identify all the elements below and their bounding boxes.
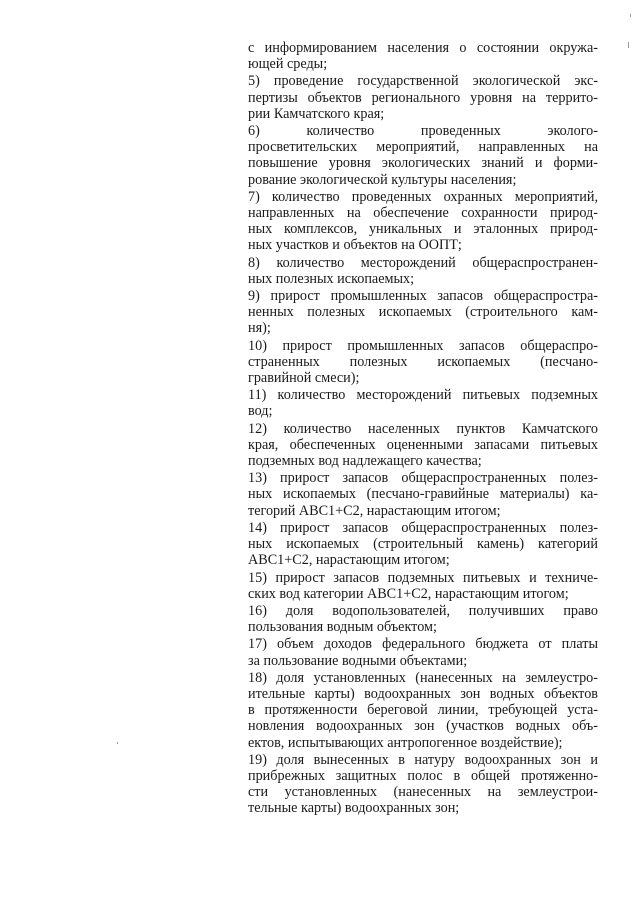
list-item xyxy=(248,288,598,337)
text-line: тельные карты) водоохранных зон; xyxy=(248,800,460,817)
text-line: тегорий АВС1+С2, нарастающим итогом; xyxy=(248,502,501,519)
list-item xyxy=(248,338,598,387)
scan-mark xyxy=(628,42,629,48)
list-item xyxy=(248,255,598,287)
text-line: 7) количество проведенных охранных мероприятий, xyxy=(248,188,598,205)
text-line: вод; xyxy=(248,403,273,420)
text-line: в протяженности береговой линии, требующей уста- xyxy=(248,702,598,719)
text-line: 9) прирост промышленных запасов общераспростра- xyxy=(248,288,598,305)
text-line: ных участков и объектов на ООПТ; xyxy=(248,237,462,254)
text-line: рии Камчатского края; xyxy=(248,105,385,122)
text-line: просветительских мероприятий, направленных на xyxy=(248,139,598,156)
list-item xyxy=(248,189,598,254)
text-line: ектов, испытывающих антропогенное воздействие); xyxy=(248,734,563,751)
text-line: гравийной смеси); xyxy=(248,370,360,387)
text-line: новления водоохранных зон (участков водных объ- xyxy=(248,718,598,735)
text-line: направленных на обеспечение сохранности природ- xyxy=(248,205,598,222)
list-item xyxy=(248,636,598,668)
text-line: 15) прирост запасов подземных питьевых и техниче- xyxy=(248,569,598,586)
text-line: страненных полезных ископаемых (песчано- xyxy=(248,353,598,370)
list-item xyxy=(248,752,598,817)
text-line: ненных полезных ископаемых (строительного кам- xyxy=(248,304,598,321)
text-line: сти установленных (нанесенных на землеустрои- xyxy=(248,784,598,801)
text-line: с информированием населения о состоянии окружа- xyxy=(248,40,598,56)
list-item xyxy=(248,670,598,751)
text-line: ных комплексов, уникальных и эталонных природ- xyxy=(248,221,598,238)
text-line: ительные карты) водоохранных зон водных объектов xyxy=(248,685,598,702)
text-line: пользования водным объектом; xyxy=(248,619,437,636)
text-line: за пользование водными объектами; xyxy=(248,652,468,669)
text-line: ня); xyxy=(248,320,271,337)
text-line: рование экологической культуры населения; xyxy=(248,171,517,188)
list-item xyxy=(248,123,598,188)
text-line: 13) прирост запасов общераспространенных полез- xyxy=(248,470,598,487)
text-line: пертизы объектов регионального уровня на террито- xyxy=(248,89,598,106)
text-line: 12) количество населенных пунктов Камчатского xyxy=(248,420,598,437)
text-line: прибрежных защитных полос в общей протяженно- xyxy=(248,767,598,784)
scan-mark xyxy=(630,14,631,17)
text-line: ных ископаемых (песчано-гравийные материалы) ка- xyxy=(248,486,598,503)
list-item xyxy=(248,40,598,72)
text-line: 10) прирост промышленных запасов общераспро- xyxy=(248,337,598,354)
text-line: подземных вод надлежащего качества; xyxy=(248,453,482,470)
list-item xyxy=(248,387,598,419)
text-line: 11) количество месторождений питьевых подземных xyxy=(248,387,598,404)
text-line: 18) доля установленных (нанесенных на землеустро- xyxy=(248,669,598,686)
text-line: 8) количество месторождений общераспространен- xyxy=(248,254,598,271)
text-line: 14) прирост запасов общераспространенных полез- xyxy=(248,519,598,536)
text-line: 17) объем доходов федерального бюджета от платы xyxy=(248,636,598,653)
text-line: ских вод категории АВС1+С2, нарастающим итогом; xyxy=(248,585,569,602)
text-line: АВС1+С2, нарастающим итогом; xyxy=(248,552,450,569)
list-item xyxy=(248,421,598,470)
list-item xyxy=(248,520,598,569)
text-line: ющей среды; xyxy=(248,56,328,73)
text-line: повышение уровня экологических знаний и форми- xyxy=(248,155,598,172)
document-text-column xyxy=(248,40,598,818)
text-line: 6) количество проведенных эколого- xyxy=(248,123,598,140)
text-line: края, обеспеченных оцененными запасами питьевых xyxy=(248,436,598,453)
list-item xyxy=(248,570,598,602)
text-line: 19) доля вынесенных в натуру водоохранных зон и xyxy=(248,751,598,768)
list-item xyxy=(248,470,598,519)
text-line: ных полезных ископаемых; xyxy=(248,270,415,287)
list-item xyxy=(248,603,598,635)
text-line: 16) доля водопользователей, получивших право xyxy=(248,602,598,619)
list-item xyxy=(248,73,598,122)
text-line: 5) проведение государственной экологической экс- xyxy=(248,73,598,90)
scan-mark xyxy=(117,742,118,744)
text-line: ных ископаемых (строительный камень) категорий xyxy=(248,536,598,553)
